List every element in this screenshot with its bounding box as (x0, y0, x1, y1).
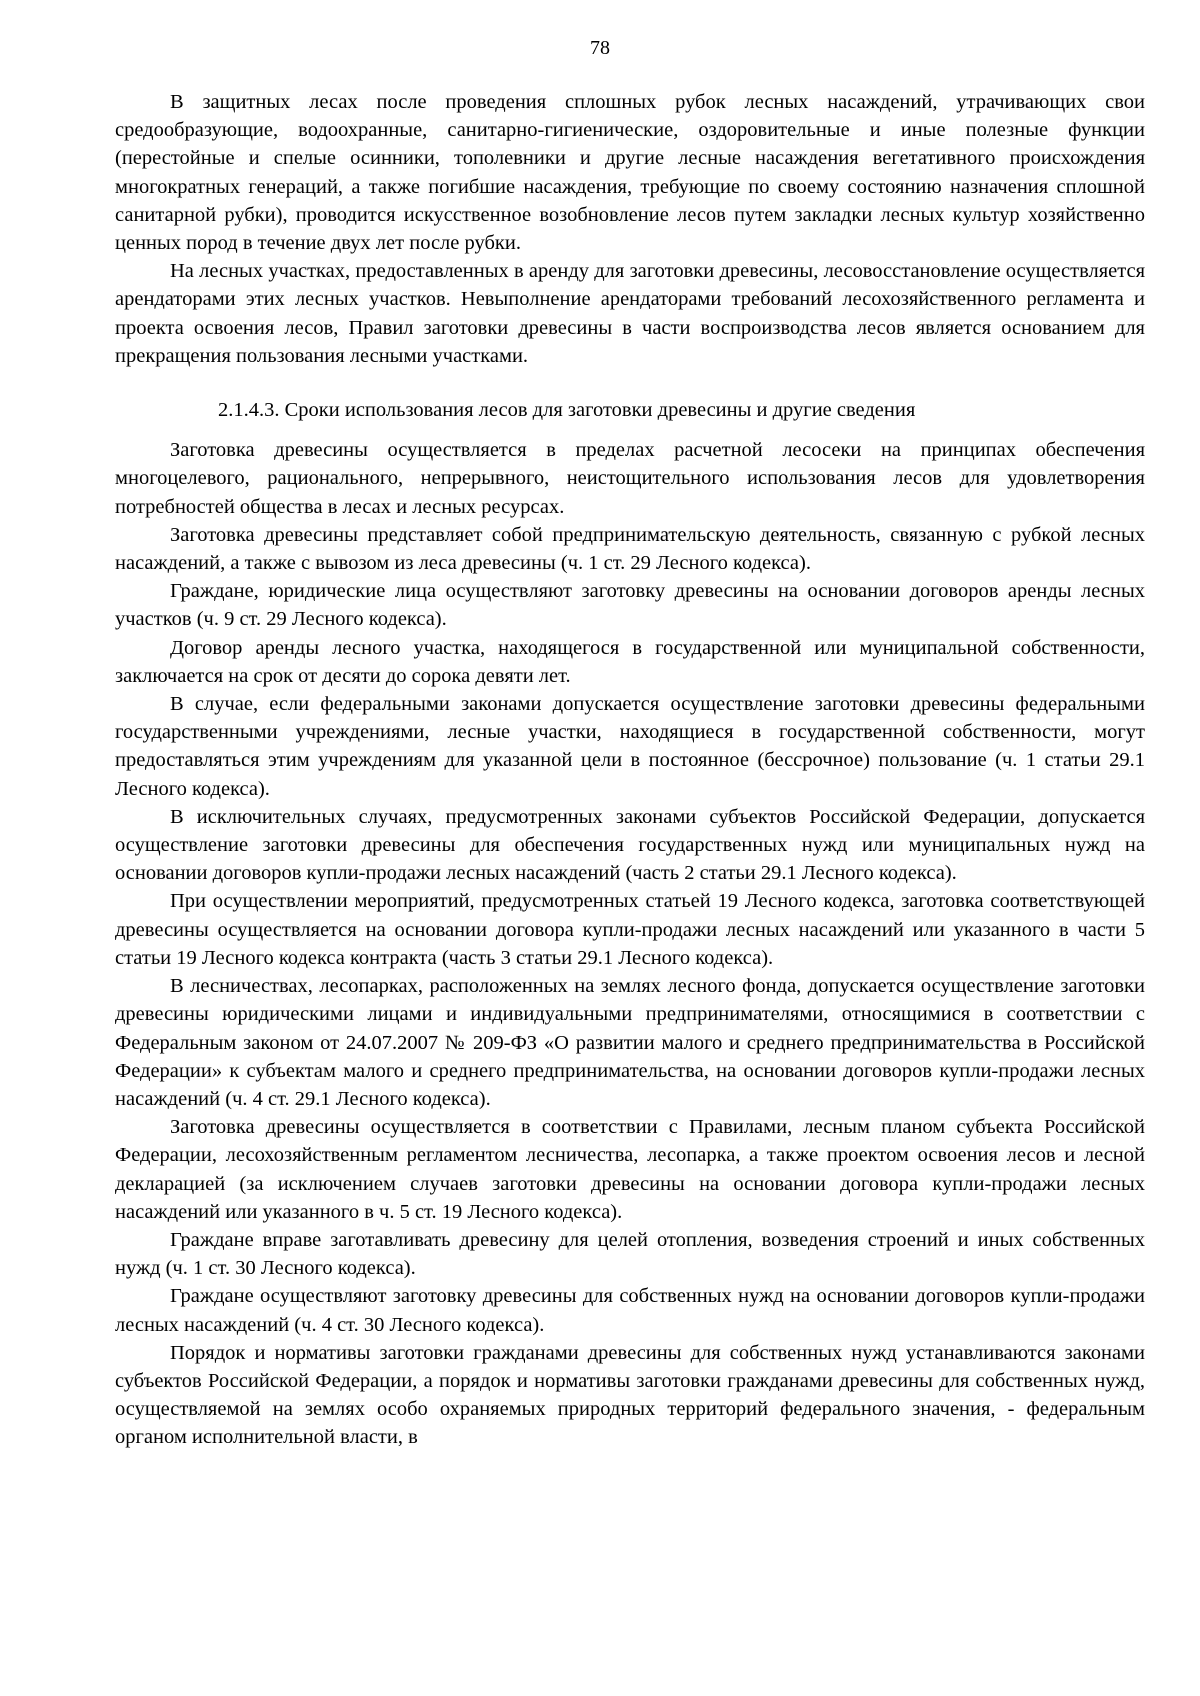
paragraph: Граждане осуществляют заготовку древесины для собственных нужд на основании договоров купли-продажи лесных насаждений (ч. 4 ст. 30 Лесного кодекса). (115, 1285, 1145, 1336)
section-heading: 2.1.4.3. Сроки использования лесов для заготовки древесины и другие сведения (218, 399, 916, 422)
paragraph: Заготовка древесины осуществляется в соответствии с Правилами, лесным планом субъекта Российской Федерации, лесохозяйственным регламентом лесничества, лесопарка, а также проектом освоения лесов и лесной декларацией (за исключением случаев заготовки древесины на основании договора купли-продажи лесных насаждений или указанного в ч. 5 ст. 19 Лесного кодекса). (115, 1116, 1145, 1223)
paragraph: В случае, если федеральными законами допускается осуществление заготовки древесины федеральными государственными учреждениями, лесные участки, находящиеся в государственной собственности, могут предоставляться этим учреждениям для указанной цели в постоянное (бессрочное) пользование (ч. 1 статьи 29.1 Лесного кодекса). (115, 693, 1145, 800)
paragraph: В защитных лесах после проведения сплошных рубок лесных насаждений, утрачивающих свои средообразующие, водоохранные, санитарно-гигиенические, оздоровительные и иные полезные функции (перестойные и спелые осинники, тополевники и другие лесные насаждения вегетативного происхождения многократных генераций, а также погибшие насаждения, требующие по своему состоянию назначения сплошной санитарной рубки), проводится искусственное возобновление лесов путем закладки лесных культур хозяйственно ценных пород в течение двух лет после рубки. (115, 91, 1145, 255)
paragraph: Граждане вправе заготавливать древесину для целей отопления, возведения строений и иных собственных нужд (ч. 1 ст. 30 Лесного кодекса). (115, 1228, 1145, 1280)
paragraph: На лесных участках, предоставленных в аренду для заготовки древесины, лесовосстановление осуществляется арендаторами этих лесных участков. Невыполнение арендаторами требований лесохозяйственного регламента и проекта освоения лесов, Правил заготовки древесины в части воспроизводства лесов является основанием для прекращения пользования лесными участками. (115, 260, 1145, 367)
paragraph: В исключительных случаях, предусмотренных законами субъектов Российской Федерации, допускается осуществление заготовки древесины для обеспечения государственных нужд или муниципальных нужд на основании договоров купли-продажи лесных насаждений (часть 2 статьи 29.1 Лесного кодекса). (115, 805, 1145, 885)
paragraph: В лесничествах, лесопарках, расположенных на землях лесного фонда, допускается осуществление заготовки древесины юридическими лицами и индивидуальными предпринимателями, относящимися в соответствии с Федеральным законом от 24.07.2007 № 209-ФЗ «О развитии малого и среднего предпринимательства в Российской Федерации» к субъектам малого и среднего предпринимательства, на основании договоров купли-продажи лесных насаждений (ч. 4 ст. 29.1 Лесного кодекса). (115, 975, 1145, 1110)
paragraph: Граждане, юридические лица осуществляют заготовку древесины на основании договоров аренды лесных участков (ч. 9 ст. 29 Лесного кодекса). (115, 580, 1145, 631)
paragraph: При осуществлении мероприятий, предусмотренных статьей 19 Лесного кодекса, заготовка соответствующей древесины осуществляется на основании договора купли-продажи лесных насаждений или указанного в части 5 статьи 19 Лесного кодекса контракта (часть 3 статьи 29.1 Лесного кодекса). (115, 890, 1145, 969)
paragraph: Договор аренды лесного участка, находящегося в государственной или муниципальной собственности, заключается на срок от десяти до сорока девяти лет. (115, 636, 1145, 687)
document-body (115, 88, 1145, 1452)
paragraph: Заготовка древесины осуществляется в пределах расчетной лесосеки на принципах обеспечения многоцелевого, рационального, непрерывного, неистощительного использования лесов для удовлетворения потребностей общества в лесах и лесных ресурсах. (115, 439, 1145, 518)
page-number: 78 (590, 37, 610, 59)
paragraph: Порядок и нормативы заготовки гражданами древесины для собственных нужд устанавливаются законами субъектов Российской Федерации, а порядок и нормативы заготовки гражданами древесины для собственных нужд, осуществляемой на землях особо охраняемых природных территорий федерального значения, - федеральным органом исполнительной власти, в (115, 1341, 1145, 1449)
paragraph: Заготовка древесины представляет собой предпринимательскую деятельность, связанную с рубкой лесных насаждений, а также с вывозом из леса древесины (ч. 1 ст. 29 Лесного кодекса). (115, 523, 1145, 575)
